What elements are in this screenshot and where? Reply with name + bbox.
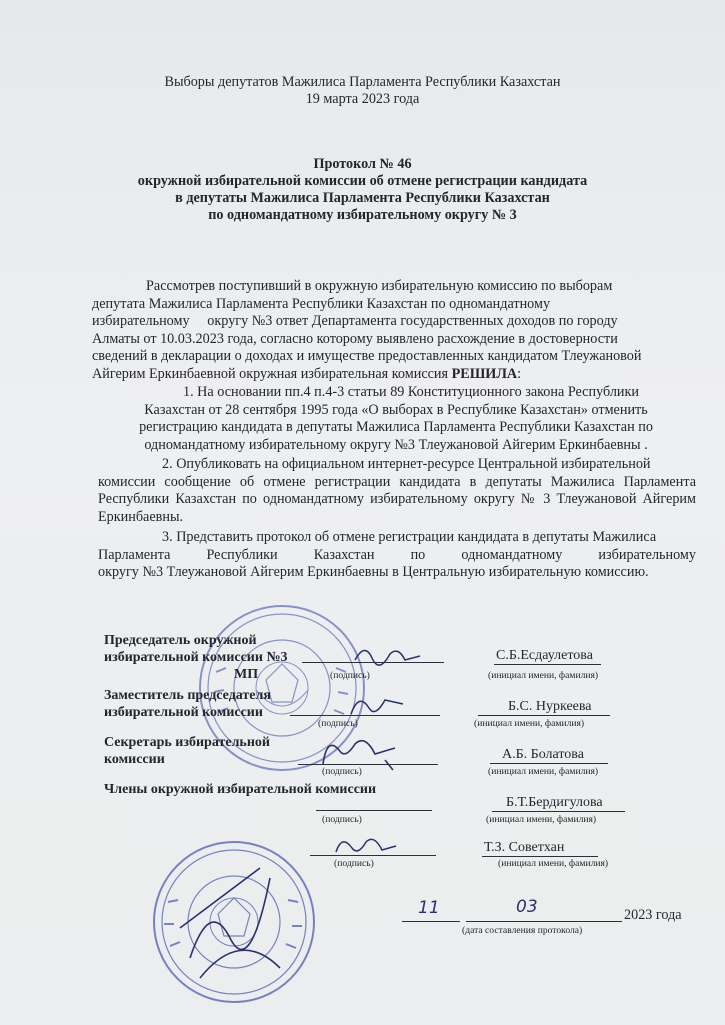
members-label: Члены окружной избирательной комиссии — [104, 782, 377, 797]
deputy-label-line-2: избирательной комиссии — [104, 705, 263, 720]
member-2-signature-icon — [330, 832, 400, 860]
protocol-title — [0, 156, 725, 224]
item-1 — [100, 384, 692, 454]
member-1-name: Б.Т.Бердигулова — [492, 795, 625, 812]
member-2-name: Т.З. Советхан — [482, 840, 598, 857]
intro-line: сведений в декларации о доходах и имуществе предоставленных кандидатом Тлеужановой — [92, 348, 642, 365]
title-line-4: по одномандатному избирательному округу № 3 — [208, 207, 517, 223]
member-2-signature-caption: (подпись) — [334, 858, 374, 869]
intro-line: Алматы от 10.03.2023 года, согласно которому выявлено расхождение в достоверности — [92, 330, 618, 347]
chair-name-caption: (инициал имени, фамилия) — [488, 670, 599, 681]
item-1-line: 1. На основании пп.4 п.4-3 статьи 89 Конституционного закона Республики — [182, 384, 640, 400]
secretary-label-line-2: комиссии — [104, 752, 165, 767]
intro-line: депутата Мажилиса Парламента Республики Казахстан по одномандатному — [92, 295, 551, 312]
item-2 — [98, 456, 696, 526]
item-1-line: Казахстан от 28 сентября 1995 года «О выборах в Республике Казахстан» отменить — [144, 401, 648, 418]
date-caption: (дата составления протокола) — [462, 925, 583, 936]
chair-label-line-1: Председатель окружной — [104, 633, 257, 648]
chair-label — [104, 632, 288, 683]
chair-label-line-2: избирательной комиссии №3 — [104, 650, 288, 665]
chair-name: С.Б.Есдаулетова — [494, 648, 601, 665]
protocol-number: Протокол № 46 — [313, 156, 412, 172]
deputy-signature-caption: (подпись) — [318, 718, 358, 729]
member-1-signature-caption: (подпись) — [322, 814, 362, 825]
chair-signature-caption: (подпись) — [330, 670, 370, 681]
deputy-name: Б.С. Нуркеева — [478, 699, 610, 716]
date-day-line — [402, 921, 460, 922]
member-1-name-caption: (инициал имени, фамилия) — [486, 814, 597, 825]
secretary-label — [104, 734, 270, 768]
secretary-name-caption: (инициал имени, фамилия) — [488, 766, 599, 777]
commission-stamp-bottom-icon — [150, 838, 318, 1006]
decided-word: РЕШИЛА — [451, 365, 518, 382]
item-3-first-line: 3. Представить протокол об отмене регистрации кандидата в депутаты Мажилиса — [162, 529, 657, 545]
date-year: 2023 года — [624, 907, 682, 923]
header-line-2: 19 марта 2023 года — [305, 91, 420, 107]
intro-line: Айгерим Еркинбаевной окружная избирательная комиссия РЕШИЛА: — [92, 365, 522, 382]
item-3-mid-line: Парламента Республики Казахстан по одномандатному избирательному — [98, 546, 696, 563]
intro-line: Рассмотрев поступивший в окружную избирательную комиссию по выборам — [146, 278, 613, 294]
member-1-signature-line — [316, 810, 432, 811]
item-3 — [98, 529, 696, 582]
header-line-1: Выборы депутатов Мажилиса Парламента Республики Казахстан — [164, 74, 561, 90]
item-3-last-line: округу №3 Тлеужановой Айгерим Еркинбаевны в Центральную избирательную комиссию. — [98, 564, 649, 581]
item-1-line: регистрацию кандидата в депутаты Мажилиса Парламента Республики Казахстан по — [139, 419, 653, 436]
intro-line: избирательному округу №3 ответ Департамента государственных доходов по городу — [92, 313, 618, 330]
title-line-2: окружной избирательной комиссии об отмене регистрации кандидата — [137, 173, 588, 189]
date-month: 03 — [516, 897, 538, 917]
item-1-line: одномандатному избирательному округу №3 Тлеужановой Айгерим Еркинбаевны . — [144, 436, 648, 453]
secretary-label-line-1: Секретарь избирательной — [104, 735, 270, 750]
intro-line-end: Айгерим Еркинбаевной окружная избирательная комиссия — [92, 365, 449, 382]
secretary-name: А.Б. Болатова — [490, 747, 608, 764]
chair-signature-icon — [350, 638, 430, 672]
date-day: 11 — [418, 898, 440, 918]
deputy-name-caption: (инициал имени, фамилия) — [474, 718, 585, 729]
deputy-label-line-1: Заместитель председателя — [104, 688, 271, 703]
secretary-signature-caption: (подпись) — [322, 766, 362, 777]
election-header — [0, 74, 725, 108]
intro-paragraph — [92, 278, 692, 384]
deputy-label — [104, 687, 271, 721]
date-month-line — [466, 921, 622, 922]
mp-label: МП — [234, 667, 259, 682]
title-line-3: в депутаты Мажилиса Парламента Республики Казахстан — [175, 190, 550, 206]
item-2-rest: комиссии сообщение об отмене регистрации кандидата в депутаты Мажилиса Парламента Республики Казахстан по одномандатному избирательному округу № 3 Тлеужановой Айгерим Еркинбаевны. — [98, 473, 696, 525]
member-2-name-caption: (инициал имени, фамилия) — [498, 858, 609, 869]
item-2-first-line: 2. Опубликовать на официальном интернет-ресурсе Центральной избирательной — [162, 456, 651, 472]
